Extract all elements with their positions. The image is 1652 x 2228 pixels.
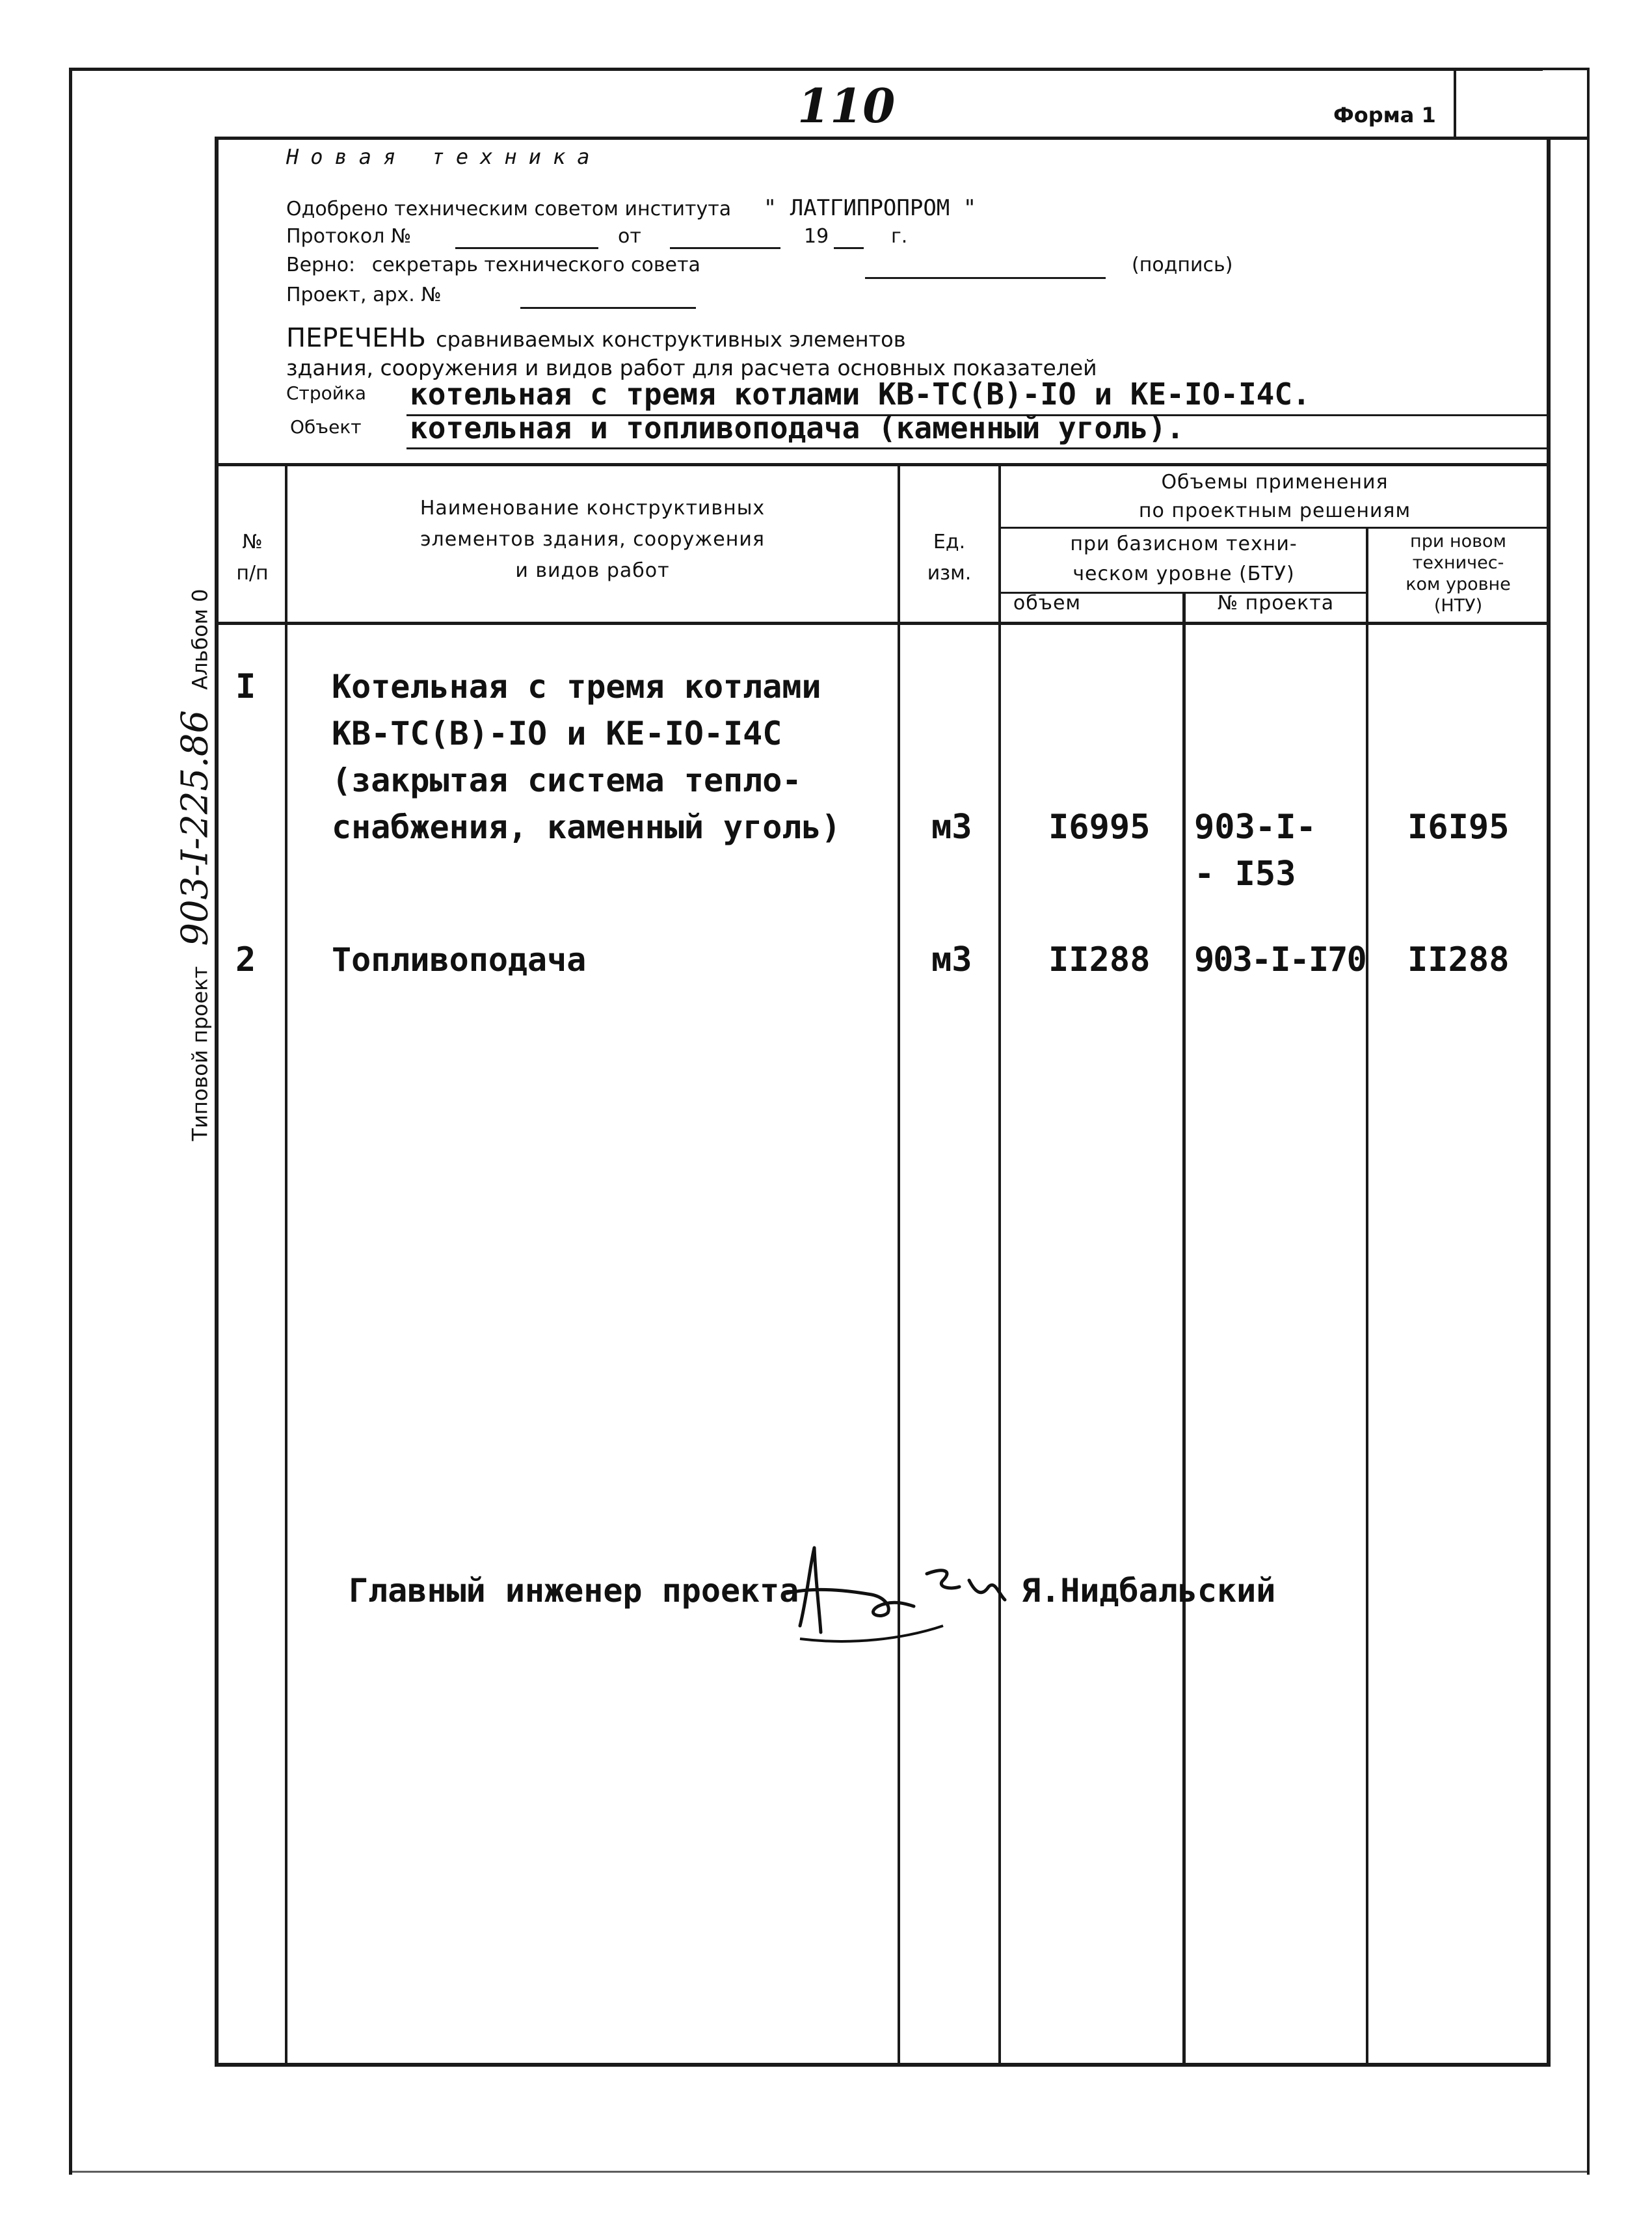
list-heading: ПЕРЕЧЕНЬ (286, 323, 426, 353)
th-num-2: п/п (236, 562, 269, 585)
stroika-label: Стройка (286, 382, 367, 404)
protocol-blank (455, 247, 598, 249)
main-frame-right (1547, 137, 1551, 2065)
outer-frame-left (69, 68, 72, 2175)
secretary-blank (865, 277, 1106, 279)
form-label: Форма 1 (1333, 103, 1436, 127)
table-top-line (215, 463, 1551, 466)
protocol-year-suffix: г. (891, 225, 908, 248)
header-title: Новая техника (286, 144, 602, 169)
stroika-row (286, 382, 366, 404)
row1-project (1194, 804, 1316, 897)
row1-name-1: Котельная с тремя котлами (332, 668, 821, 706)
th-new-2: техничес- (1412, 553, 1504, 573)
main-frame-top (215, 137, 1587, 140)
object-row (290, 416, 362, 438)
row1-unit: м3 (931, 808, 972, 847)
object-value: котельная и топливоподача (каменный уголь). (410, 410, 1184, 445)
page-number: 110 (797, 78, 896, 133)
th-new-4: (НТУ) (1433, 596, 1483, 616)
row1-num: I (235, 667, 256, 706)
row2-ntu: II288 (1407, 940, 1510, 979)
protocol-year: 19 (804, 225, 829, 248)
approved-line (286, 194, 976, 224)
handwritten-signature (774, 1541, 1047, 1645)
th-new-1: при новом (1410, 531, 1506, 551)
institute-name: " ЛАТГИПРОПРОМ " (763, 195, 977, 221)
col-line-1 (285, 463, 287, 2064)
year-blank (834, 247, 864, 249)
th-name-2: элементов здания, сооружения (420, 528, 765, 551)
th-unit-2: изм. (927, 562, 972, 585)
protocol-from: от (618, 225, 641, 248)
row1-project-2: - I53 (1194, 855, 1296, 894)
project-arch-label: Проект, арх. № (286, 284, 442, 306)
side-kind: Типовой проект (187, 966, 213, 1141)
form-box-left (1454, 68, 1456, 139)
list-line2: здания, сооружения и видов работ для расчета основных показателей (286, 355, 1097, 380)
row2-num: 2 (235, 940, 256, 979)
col-line-2 (898, 463, 900, 2064)
th-base-project: № проекта (1217, 592, 1335, 615)
th-name (287, 493, 898, 587)
object-underline (406, 447, 1548, 449)
row1-name (332, 663, 841, 851)
from-blank (670, 247, 780, 249)
row1-project-1: 903-I- (1194, 808, 1316, 847)
th-base-2: ческом уровне (БТУ) (1072, 563, 1295, 585)
outer-frame-right (1587, 68, 1590, 2175)
list-line1: сравниваемых конструктивных элементов (436, 327, 906, 352)
table-header-bottom (215, 622, 1551, 625)
th-base (1002, 529, 1366, 589)
row1-name-3: (закрытая система тепло- (332, 762, 802, 799)
project-arch-blank (520, 307, 696, 309)
th-unit (900, 527, 998, 589)
th-unit-1: Ед. (933, 531, 966, 553)
th-new (1368, 531, 1548, 617)
row2-unit: м3 (931, 940, 972, 979)
chief-engineer-label: Главный инженер проекта (349, 1572, 799, 1610)
th-new-3: ком уровне (1406, 574, 1511, 594)
secretary-label: секретарь технического совета (371, 254, 700, 276)
outer-frame-bottom (69, 2171, 1590, 2173)
approved-text: Одобрено техническим советом института (286, 198, 732, 220)
th-num-1: № (242, 531, 263, 553)
th-base-1: при базисном техни- (1070, 533, 1298, 555)
side-album: Альбом 0 (187, 589, 213, 690)
list-heading-line (286, 324, 906, 358)
side-code: 903-I-225.86 (174, 710, 217, 946)
th-volumes (1002, 468, 1548, 525)
outer-frame-top (69, 68, 1543, 71)
row1-name-2: КВ-ТС(В)-IO и КЕ-IO-I4C (332, 715, 782, 752)
main-frame-bottom (215, 2063, 1551, 2067)
row2-volume: II288 (1048, 940, 1151, 979)
col-line-3 (998, 463, 1001, 2064)
row1-volume: I6995 (1048, 808, 1151, 847)
protocol-label: Протокол № (286, 225, 412, 248)
col-line-5 (1366, 527, 1368, 2064)
th-name-3: и видов работ (515, 559, 670, 582)
signature-label: (подпись) (1132, 254, 1233, 276)
row2-name (332, 936, 586, 983)
row2-name-1: Топливоподача (332, 941, 587, 979)
col-line-4 (1182, 592, 1186, 2064)
row1-name-4: снабжения, каменный уголь) (332, 808, 841, 846)
object-label: Объект (290, 416, 362, 438)
row1-ntu: I6I95 (1407, 808, 1510, 847)
side-stamp (174, 589, 217, 1141)
row2-project-1: 903-I-I70 (1194, 940, 1366, 979)
chief-engineer-name: Я.Нидбальский (1021, 1572, 1276, 1610)
protocol-line (286, 222, 411, 251)
th-volumes-2: по проектным решениям (1138, 499, 1411, 522)
th-base-volume: объем (1013, 592, 1082, 615)
th-num (220, 527, 285, 589)
verified-line (286, 251, 700, 280)
th-name-1: Наименование конструктивных (420, 497, 766, 520)
stroika-value: котельная с тремя котлами КВ-ТС(В)-IO и КЕ-IO-I4C. (410, 377, 1311, 412)
form-box-top (1543, 68, 1587, 70)
th-volumes-1: Объемы применения (1161, 471, 1389, 494)
verified-label: Верно: (286, 254, 356, 276)
row2-project (1194, 936, 1366, 983)
volumes-divider (1000, 527, 1548, 529)
